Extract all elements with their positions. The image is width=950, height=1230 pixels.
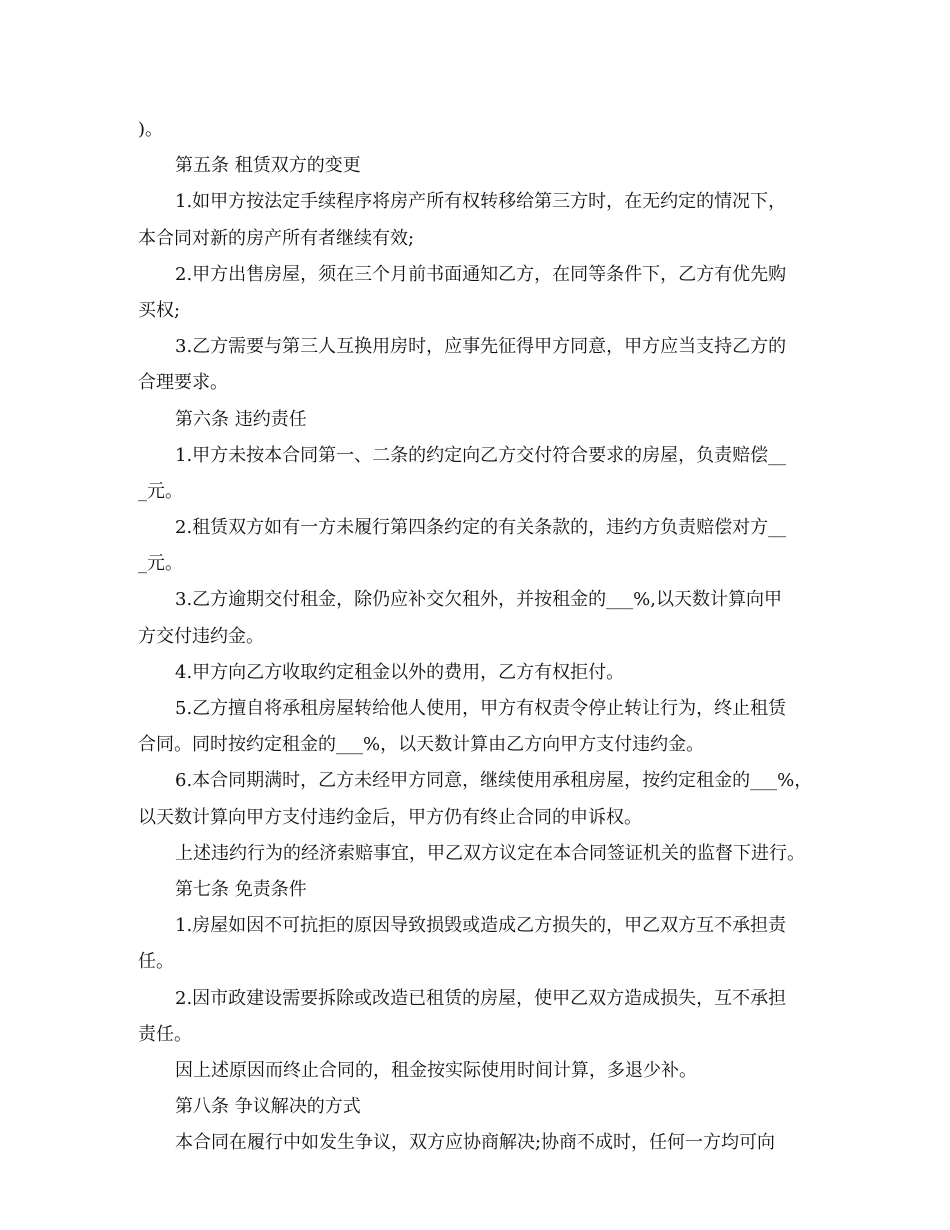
text-line: 任。: [138, 951, 174, 973]
text-line: 1.房屋如因不可抗拒的原因导致损毁或造成乙方损失的，甲乙双方互不承担责: [175, 915, 787, 937]
text-line: 本合同在履行中如发生争议，双方应协商解决;协商不成时，任何一方均可向: [175, 1132, 776, 1154]
text-line: 4.甲方向乙方收取约定租金以外的费用，乙方有权拒付。: [175, 661, 625, 683]
text-line: 1.甲方未按本合同第一、二条的约定向乙方交付符合要求的房屋，负责赔偿__: [175, 444, 787, 466]
text-line: _元。: [138, 480, 183, 502]
text-line: 2.因市政建设需要拆除或改造已租赁的房屋，使甲乙双方造成损失，互不承担: [175, 987, 787, 1009]
text-line: 上述违约行为的经济索赔事宜，甲乙双方议定在本合同签证机关的监督下进行。: [175, 842, 805, 864]
text-line: 第五条 租赁双方的变更: [175, 155, 361, 177]
text-line: 1.如甲方按法定手续程序将房产所有权转移给第三方时，在无约定的情况下，: [175, 191, 787, 213]
text-line: _元。: [138, 553, 183, 575]
text-line: 2.甲方出售房屋，须在三个月前书面通知乙方，在同等条件下，乙方有优先购: [175, 263, 787, 285]
text-line: 6.本合同期满时，乙方未经甲方同意，继续使用承租房屋，按约定租金的___%，: [175, 770, 813, 792]
text-line: 买权;: [138, 299, 181, 321]
text-line: 本合同对新的房产所有者继续有效;: [138, 227, 415, 249]
text-line: )。: [138, 119, 164, 140]
contract-text: [138, 112, 818, 1161]
text-line: 以天数计算向甲方支付违约金后，甲方仍有终止合同的申诉权。: [138, 806, 642, 828]
text-line: 方交付违约金。: [138, 625, 264, 647]
text-line: 因上述原因而终止合同的，租金按实际使用时间计算，多退少补。: [175, 1059, 697, 1081]
text-line: 3.乙方逾期交付租金，除仍应补交欠租外，并按租金的___%,以天数计算向甲: [175, 589, 782, 611]
text-line: 责任。: [138, 1023, 192, 1045]
text-line: 5.乙方擅自将承租房屋转给他人使用，甲方有权责令停止转让行为，终止租赁: [175, 698, 787, 719]
text-line: 第七条 免责条件: [175, 878, 307, 900]
text-line: 第六条 违约责任: [175, 408, 307, 430]
text-line: 第八条 争议解决的方式: [175, 1096, 361, 1118]
text-line: 合理要求。: [138, 372, 228, 394]
text-line: 2.租赁双方如有一方未履行第四条约定的有关条款的，违约方负责赔偿对方__: [175, 517, 787, 539]
text-line: 合同。同时按约定租金的___%，以天数计算由乙方向甲方支付违约金。: [138, 734, 705, 756]
text-line: 3.乙方需要与第三人互换用房时，应事先征得甲方同意，甲方应当支持乙方的: [175, 336, 787, 358]
